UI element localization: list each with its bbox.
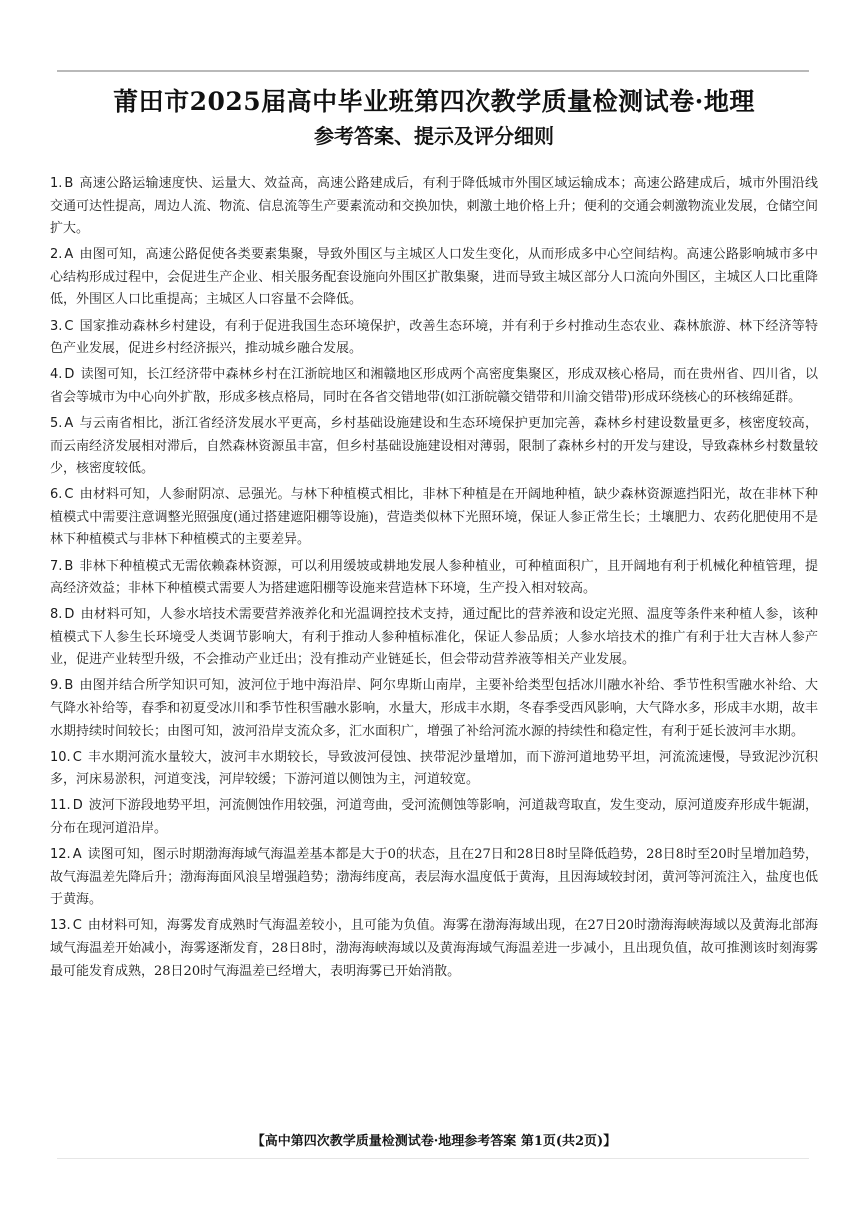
answer-item bbox=[50, 915, 818, 983]
answer-item bbox=[50, 556, 818, 601]
answer-choice: D bbox=[64, 367, 75, 383]
answer-tag bbox=[50, 675, 73, 698]
answer-tag bbox=[50, 316, 73, 339]
answer-tag bbox=[50, 795, 83, 818]
answer-explanation: 由材料可知，人参水培技术需要营养液养化和光温调控技术支持，通过配比的营养液和设定光照、温度等条件来种植人参，该种植模式下人参生长环境受人类调节影响大，有利于推动人参种植标准化，保证人参品质；人参水培技术的推广有利于壮大吉林人参产业，促进产业转型升级，不会推动产业迁出；没有推动产业链延长，但会带动营养液等相关产业发展。 bbox=[50, 607, 818, 668]
answer-number: 4. bbox=[50, 367, 63, 383]
answer-choice: A bbox=[72, 847, 82, 863]
answer-number: 1. bbox=[50, 176, 63, 191]
answer-explanation: 读图可知，长江经济带中森林乡村在江浙皖地区和湘赣地区形成两个高密度集聚区，形成双核心格局，而在贵州省、四川省，以省会等城市为中心向外扩散，形成多核点格局，同时在各省交错地带(如江浙皖赣交错带和川渝交错带)形成环绕核心的环核绵延群。 bbox=[50, 367, 818, 405]
answer-choice: D bbox=[64, 607, 75, 623]
answer-tag bbox=[50, 747, 82, 770]
answer-explanation: 丰水期河流水量较大，波河丰水期较长，导致波河侵蚀、挟带泥沙量增加，而下游河道地势平坦，河流流速慢，导致泥沙沉积多，河床易淤积，河道变浅，河岸较缓；下游河道以侧蚀为主，河道较宽。 bbox=[50, 749, 818, 788]
answer-item bbox=[50, 364, 818, 409]
document-subtitle: 参考答案、提示及评分细则 bbox=[314, 124, 554, 148]
answer-explanation: 波河下游段地势平坦，河流侧蚀作用较强，河道弯曲，受河流侧蚀等影响，河道裁弯取直，发生变动，原河道废弃形成牛轭湖，分布在现河道沿岸。 bbox=[50, 798, 818, 837]
answer-choice: C bbox=[64, 487, 74, 503]
answer-choice: B bbox=[64, 678, 74, 694]
answer-number: 3. bbox=[50, 318, 63, 334]
answer-explanation: 非林下种植模式无需依赖森林资源，可以利用缓坡或耕地发展人参种植业，可种植面积广，且开阔地有利于机械化种植管理，提高经济效益；非林下种植模式需要人为搭建遮阳棚等设施来营造林下环境，生产投入相对较高。 bbox=[50, 558, 818, 597]
answer-explanation: 由图并结合所学知识可知，波河位于地中海沿岸、阿尔卑斯山南岸，主要补给类型包括冰川融水补给、季节性积雪融水补给、大气降水补给等，春季和初夏受冰川和季节性积雪融水影响，水量大，形成丰水期，冬春季受西风影响，大气降水多，形成丰水期，故丰水期持续时间较长；由图可知，波河沿岸支流众多，汇水面积广，增强了补给河流水源的持续性和稳定性，有利于延长波河丰水期。 bbox=[50, 678, 818, 739]
answer-item bbox=[50, 316, 818, 361]
answer-explanation: 高速公路运输速度快、运量大、效益高，高速公路建成后，有利于降低城市外围区域运输成本；高速公路建成后，城市外围沿线交通可达性提高，周边人流、物流、信息流等生产要素流动和交换加快，刺激土地价格上升；便利的交通会刺激物流业发展，仓储空间扩大。 bbox=[50, 176, 818, 237]
answer-number: 6. bbox=[50, 487, 63, 503]
answer-item bbox=[50, 675, 818, 743]
answer-number: 8. bbox=[50, 607, 63, 623]
answer-choice: B bbox=[64, 176, 74, 191]
answer-choice: C bbox=[72, 749, 82, 765]
answer-item bbox=[50, 413, 818, 481]
page-footer: 【高中第四次教学质量检测试卷·地理参考答案 第1页(共2页)】 bbox=[251, 1134, 617, 1149]
answer-number: 13. bbox=[50, 918, 71, 934]
top-rule bbox=[57, 70, 809, 72]
answer-tag bbox=[50, 484, 73, 507]
answer-tag bbox=[50, 556, 73, 579]
answer-explanation: 由材料可知，人参耐阴凉、忌强光。与林下种植模式相比，非林下种植是在开阔地种植，缺少森林资源遮挡阳光，故在非林下种植模式中需要注意调整光照强度(通过搭建遮阳棚等设施)，营造类似林下光照环境，保证人参正常生长；土壤肥力、农药化肥使用不是林下种植模式与非林下种植模式的主要差异。 bbox=[50, 487, 818, 548]
answer-choice: C bbox=[72, 918, 82, 934]
answer-number: 7. bbox=[50, 558, 63, 574]
answer-tag bbox=[50, 364, 74, 387]
answer-explanation: 国家推动森林乡村建设，有利于促进我国生态环境保护，改善生态环境，并有利于乡村推动生态农业、森林旅游、林下经济等特色产业发展，促进乡村经济振兴，推动城乡融合发展。 bbox=[50, 318, 818, 357]
answer-item bbox=[50, 747, 818, 792]
answer-choice: B bbox=[64, 558, 74, 574]
answer-number: 9. bbox=[50, 678, 63, 694]
answer-choice: A bbox=[64, 415, 74, 431]
answer-item bbox=[50, 244, 818, 312]
answer-tag bbox=[50, 413, 73, 436]
answer-explanation: 与云南省相比，浙江省经济发展水平更高，乡村基础设施建设和生态环境保护更加完善，森林乡村建设数量更多，核密度较高，而云南经济发展相对滞后，自然森林资源虽丰富，但乡村基础设施建设相对薄弱，限制了森林乡村的开发与建设，导致森林乡村数量较少，核密度较低。 bbox=[50, 415, 818, 477]
answer-item bbox=[50, 173, 818, 241]
bottom-rule bbox=[57, 1158, 809, 1159]
answer-choice: D bbox=[72, 798, 83, 814]
document-title: 莆田市2025届高中毕业班第四次教学质量检测试卷·地理 bbox=[113, 87, 755, 116]
answer-item bbox=[50, 604, 818, 672]
answer-tag bbox=[50, 844, 82, 867]
answer-number: 10. bbox=[50, 749, 71, 765]
answer-item bbox=[50, 484, 818, 552]
answer-explanation: 由材料可知，海雾发育成熟时气海温差较小，且可能为负值。海雾在渤海海域出现，在27日20时渤海海峡海域以及黄海北部海域气海温差开始减小，海雾逐渐发育，28日8时，渤海海峡海域以及黄海海域气海温差进一步减小，且出现负值，故可推测该时刻海雾最可能发育成熟，28日20时气海温差已经增大，表明海雾已开始消散。 bbox=[50, 918, 818, 979]
answer-explanation: 读图可知，图示时期渤海海域气海温差基本都是大于0的状态，且在27日和28日8时呈降低趋势，28日8时至20时呈增加趋势，故气海温差先降后升；渤海海面风浪呈增强趋势；渤海纬度高，表层海水温度低于黄海，且因海域较封闭，黄河等河流注入，盐度也低于黄海。 bbox=[50, 847, 818, 908]
answer-choice: C bbox=[64, 318, 74, 334]
answer-tag bbox=[50, 604, 74, 627]
answer-tag bbox=[50, 915, 82, 938]
answer-number: 2. bbox=[50, 247, 63, 263]
answer-tag bbox=[50, 244, 73, 267]
answer-number: 11. bbox=[50, 798, 71, 814]
answer-number: 12. bbox=[50, 847, 71, 863]
answer-list bbox=[50, 173, 818, 987]
answer-choice: A bbox=[64, 247, 74, 263]
answer-item bbox=[50, 844, 818, 912]
answer-number: 5. bbox=[50, 415, 63, 431]
answer-tag bbox=[50, 173, 73, 196]
answer-explanation: 由图可知，高速公路促使各类要素集聚，导致外围区与主城区人口发生变化，从而形成多中心空间结构。高速公路影响城市多中心结构形成过程中，会促进生产企业、相关服务配套设施向外围区扩散集聚，进而导致主城区部分人口流向外围区，主城区人口比重降低，外围区人口比重提高；主城区人口容量不会降低。 bbox=[50, 247, 818, 308]
answer-item bbox=[50, 795, 818, 840]
